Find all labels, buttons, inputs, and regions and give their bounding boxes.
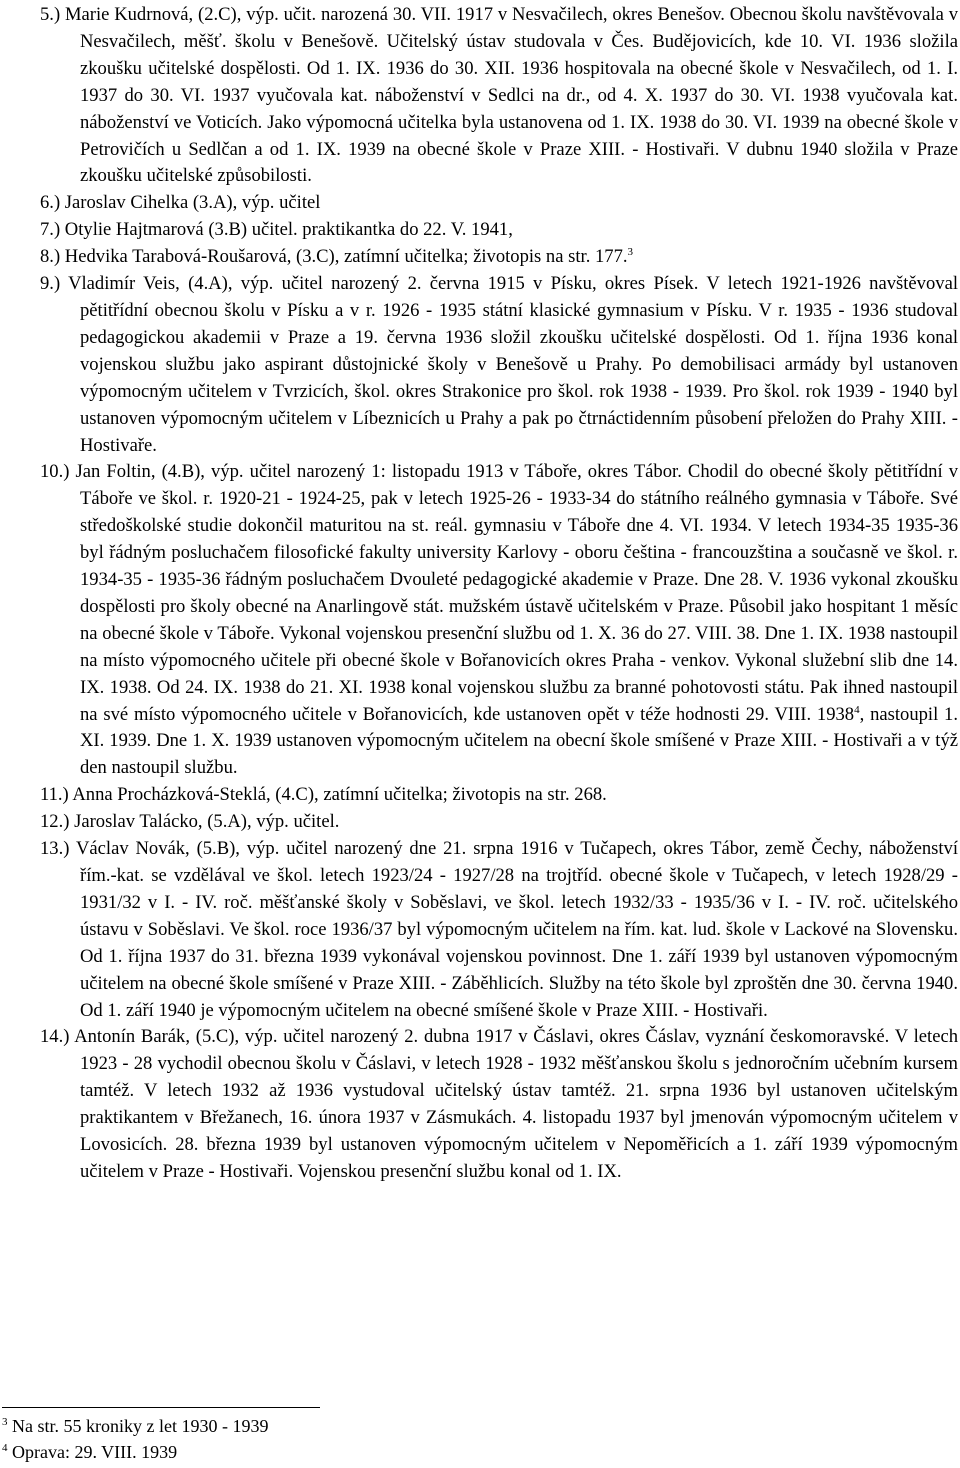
list-item	[40, 244, 958, 271]
entry-text-continued: , nastoupil 1. XI. 1939. Dne 1. X. 1939 ustanoven výpomocným učitelem na obecní škole smíšené v Praze XIII. - Hostivaři a v týž den nastoupil službu.	[80, 703, 958, 779]
list-item	[40, 271, 958, 459]
entry-text: Jaroslav Talácko, (5.A), výp. učitel.	[74, 811, 340, 833]
footnote	[2, 1439, 602, 1465]
list-item	[40, 459, 958, 782]
entry-text: Otylie Hajtmarová (3.B) učitel. praktikantka do 22. V. 1941,	[64, 219, 513, 241]
entry-number: 8.)	[40, 246, 61, 268]
list-item	[40, 782, 958, 809]
entry-text: Antonín Barák, (5.C), výp. učitel narozený 2. dubna 1917 v Čáslavi, okres Čáslav, vyznání českomoravské. V letech 1923 - 28 vychodil obecnou školu v Čáslavi, v letech 1928 - 1932 měšťanskou školu s jednoročním učebním kursem tamtéž. V letech 1932 až 1936 vystudoval učitelský ústav tamtéž. 21. srpna 1936 byl ustanoven učitelským praktikantem v Břežanech, 16. února 1937 v Zásmukách. 4. listopadu 1937 byl jmenován výpomocným učitelem v Lovosicích. 28. března 1939 byl ustanoven výpomocným učitelem v Nepoměřicích a 1. září 1939 výpomocným učitelem v Praze - Hostivaři. Vojenskou presenční službu konal od 1. IX.	[74, 1026, 959, 1182]
entry-text: Jan Foltin, (4.B), výp. učitel narozený 1: listopadu 1913 v Táboře, okres Tábor. Chodil do obecné školy pětitřídní v Táboře ve škol. r. 1920-21 - 1924-25, pak v letech 1925-26 - 1933-34 do státního reálného gymnasia v Táboře. Své středoškolské studie dokončil maturitou na st. reál. gymnasiu v Táboře dne 4. VI. 1934. V letech 1934-35 1935-36 byl řádným posluchačem filosofické fakulty university Karlovy - oboru čeština - francouzština a současně ve škol. r. 1934-35 - 1935-36 řádným posluchačem Dvouleté pedagogické akademie v Praze. Dne 28. V. 1936 vykonal zkoušku dospělosti pro školy obecné na Anarlingově stát. mužském ústavě učitelském v Praze. Působil jako hospitant 1 měsíc na obecné škole v Táboře. Vykonal vojenskou presenční službu od 1. X. 36 do 27. VIII. 38. Dne 1. IX. 1938 nastoupil na místo výpomocného učitele při obecné škole v Bořanovicích okres Praha - venkov. Vykonal služební slib dne 14. IX. 1938. Od 24. IX. 1938 do 21. XI. 1938 konal vojenskou službu za branné pohotovosti státu. Pak ihned nastoupil na své místo výpomocného učitele v Bořanovicích, kde ustanoven opět v téže hodnosti 29. VIII. 1938	[75, 461, 958, 725]
footnotes	[2, 1413, 602, 1465]
list-item	[40, 190, 958, 217]
entry-number: 7.)	[40, 219, 61, 241]
footnote-reference[interactable]: 3	[627, 245, 634, 258]
footnote-text: Oprava: 29. VIII. 1939	[12, 1442, 178, 1462]
entry-number: 10.)	[40, 461, 70, 483]
entry-number: 14.)	[40, 1026, 70, 1048]
entry-number: 12.)	[40, 811, 70, 833]
entry-text: Jaroslav Cihelka (3.A), výp. učitel	[64, 192, 321, 214]
entries-list	[40, 2, 958, 1186]
footnote-reference[interactable]: 4	[854, 703, 860, 716]
list-item	[40, 2, 958, 190]
list-item	[40, 836, 958, 1024]
list-item	[40, 809, 958, 836]
footnote-divider	[2, 1407, 320, 1408]
footnote-mark: 4	[2, 1442, 8, 1454]
entry-text: Hedvika Tarabová-Roušarová, (3.C), zatímní učitelka; životopis na str. 177.	[64, 246, 628, 268]
entry-text: Marie Kudrnová, (2.C), výp. učit. narozená 30. VII. 1917 v Nesvačilech, okres Benešov. Obecnou školu navštěvovala v Nesvačilech, měšť. školu v Benešově. Učitelský ústav studovala v Čes. Budějovicích, kde 10. VI. 1936 složila zkoušku učitelské dospělosti. Od 1. IX. 1936 do 30. XII. 1936 hospitovala na obecné škole v Nesvačilech, od 1. I. 1937 do 30. VI. 1937 vyučovala kat. náboženství v Sedlci na dr., od 4. X. 1937 do 30. VI. 1938 vyučovala kat. náboženství ve Voticích. Jako výpomocná učitelka byla ustanovena od 1. IX. 1938 do 30. VI. 1939 na obecné škole v Petrovičích u Sedlčan a od 1. IX. 1939 na obecné škole v Praze XIII. - Hostivaři. V dubnu 1940 složila v Praze zkoušku učitelské způsobilosti.	[64, 4, 958, 187]
entry-text: Václav Novák, (5.B), výp. učitel narozený dne 21. srpna 1916 v Tučapech, okres Tábor, země Čechy, náboženství řím.-kat. se vzdělával ve škol. letech 1923/24 - 1927/28 na trojtříd. obecné škole v Tučapech, v letech 1928/29 - 1931/32 v I. - IV. roč. měšťanské školy v Soběslavi, ve škol. letech 1932/33 - 1935/36 v I. - IV. roč. učitelského ústavu v Soběslavi. Ve škol. roce 1936/37 byl výpomocným učitelem na řím. kat. lud. škole v Lackové na Slovensku. Od 1. října 1937 do 31. března 1939 vykonával vojenskou povinnost. Dne 1. září 1939 byl ustanoven výpomocným učitelem na obecné škole smíšené v Praze XIII. - Záběhlicích. Služby na této škole byl zproštěn dne 30. června 1940. Od 1. září 1940 je výpomocným učitelem na obecné smíšené škole v Praze XIII. - Hostivaři.	[75, 838, 959, 1021]
entry-text: Vladimír Veis, (4.A), výp. učitel narozený 2. června 1915 v Písku, okres Písek. V letech 1921-1926 navštěvoval pětitřídní obecnou školu v Písku a v r. 1926 - 1935 státní klasické gymnasium v Písku. V r. 1935 - 1936 studoval pedagogickou akademii v Praze a 19. června 1936 složil zkoušku učitelské dospělosti. Od 1. října 1936 konal vojenskou službu jako aspirant důstojnické školy v Benešově u Prahy. Po demobilisaci armády byl ustanoven výpomocným učitelem v Tvrzicích, škol. okres Strakonice pro škol. rok 1938 - 1939. Pro škol. rok 1939 - 1940 byl ustanoven výpomocným učitelem v Líbeznicích u Prahy a pak po čtrnáctidenním působení přeložen do Prahy XIII. - Hostivaře.	[68, 273, 958, 456]
entry-number: 5.)	[40, 4, 61, 25]
list-item	[40, 217, 958, 244]
list-item	[40, 1024, 958, 1185]
entry-number: 13.)	[40, 838, 70, 860]
footnote	[2, 1413, 602, 1439]
footnote-text: Na str. 55 kroniky z let 1930 - 1939	[12, 1416, 269, 1436]
entry-number: 11.)	[40, 784, 69, 806]
entry-number: 9.)	[40, 273, 61, 295]
entry-text: Anna Procházková-Steklá, (4.C), zatímní učitelka; životopis na str. 268.	[72, 784, 607, 806]
entry-number: 6.)	[40, 192, 61, 214]
footnote-mark: 3	[2, 1416, 8, 1428]
